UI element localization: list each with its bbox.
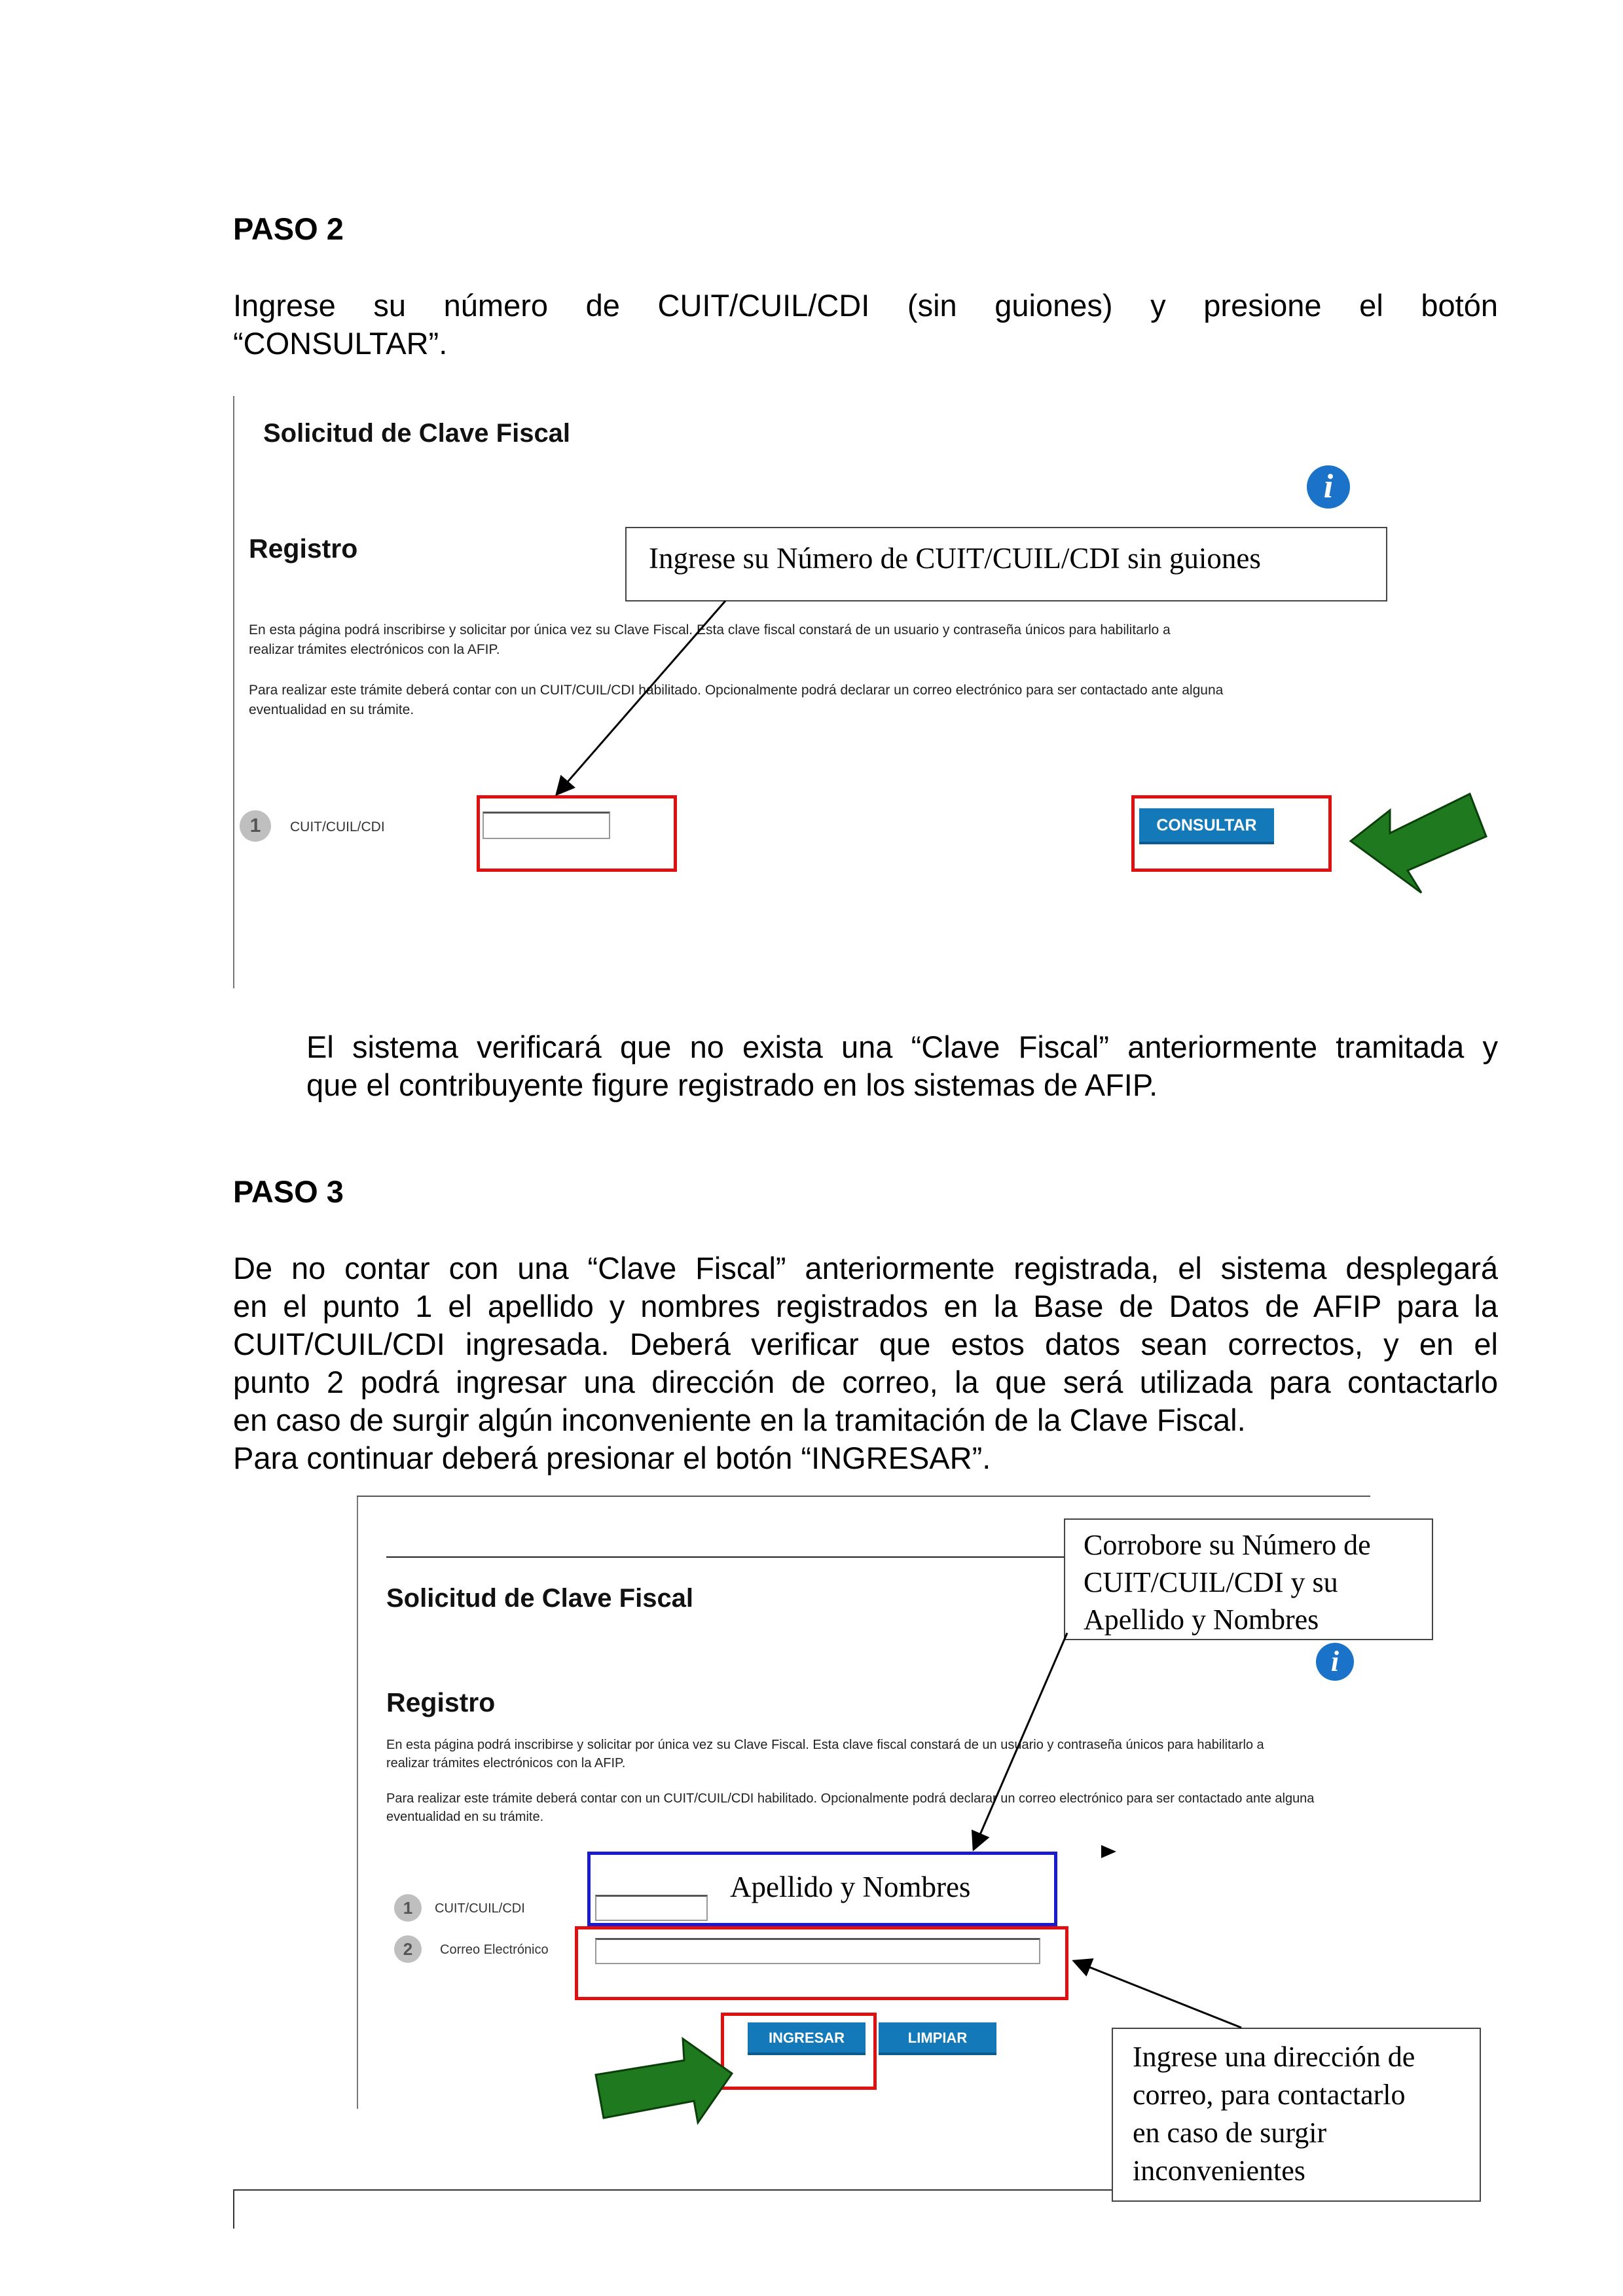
step-number-1b: 1 <box>394 1894 422 1922</box>
cuit-label: CUIT/CUIL/CDI <box>290 819 385 834</box>
callout-correo-line3: en caso de surgir <box>1133 2117 1327 2149</box>
form2-requirement-line1: Para realizar este trámite deberá contar con un CUIT/CUIL/CDI habilitado. Opcionalmente podrá declarar un correo electrónico para ser contactado ante alguna <box>386 1791 1315 1806</box>
verification-line1: El sistema verificará que no exista una “Clave Fiscal” anteriormente tramitada y <box>306 1030 1498 1064</box>
form2-requirement-line2: eventualidad en su trámite. <box>386 1810 544 1824</box>
info-icon[interactable]: i <box>1307 465 1350 509</box>
step3-paragraph-line4: punto 2 podrá ingresar una dirección de correo, la que será utilizada para contactarlo <box>233 1365 1498 1399</box>
pointer-to-cuit-input <box>556 601 725 795</box>
step2-instruction-line1: Ingrese su número de CUIT/CUIL/CDI (sin guiones) y presione el botón <box>233 288 1498 323</box>
step3-paragraph-line1: De no contar con una “Clave Fiscal” anteriormente registrada, el sistema desplegará <box>233 1251 1498 1285</box>
consultar-button[interactable]: CONSULTAR <box>1139 808 1274 844</box>
form1-title: Solicitud de Clave Fiscal <box>263 419 571 448</box>
green-arrow-ingresar <box>596 2039 732 2123</box>
step-number-2: 2 <box>394 1935 422 1963</box>
form2-description-line2: realizar trámites electrónicos con la AFIP. <box>386 1756 626 1770</box>
step3-continue-line: Para continuar deberá presionar el botón “INGRESAR”. <box>233 1441 991 1475</box>
email-label: Correo Electrónico <box>440 1943 549 1957</box>
cuit-label-2: CUIT/CUIL/CDI <box>435 1901 525 1916</box>
form2-description-line1: En esta página podrá inscribirse y solicitar por única vez su Clave Fiscal. Esta clave fiscal constará de un usuario y contraseña únicos para habilitarlo a <box>386 1738 1264 1752</box>
form2-subtitle: Registro <box>386 1687 496 1717</box>
step2-instruction-line2: “CONSULTAR”. <box>233 326 448 361</box>
callout-corrobore-line1: Corrobore su Número de <box>1084 1529 1371 1561</box>
small-triangle-marker <box>1101 1845 1116 1858</box>
green-arrow-consultar <box>1351 794 1486 893</box>
step3-paragraph-line2: en el punto 1 el apellido y nombres registrados en la Base de Datos de AFIP para la <box>233 1289 1498 1323</box>
callout-corrobore-line2: CUIT/CUIL/CDI y su <box>1084 1566 1338 1598</box>
verification-line2: que el contribuyente figure registrado en los sistemas de AFIP. <box>306 1067 1158 1102</box>
form1-requirement-line1: Para realizar este trámite deberá contar con un CUIT/CUIL/CDI habilitado. Opcionalmente podrá declarar un correo electrónico para ser contactado ante alguna <box>249 683 1224 698</box>
ingresar-button[interactable]: INGRESAR <box>748 2022 866 2055</box>
callout-correo-line2: correo, para contactarlo <box>1133 2079 1406 2111</box>
step-number-1: 1 <box>240 810 271 842</box>
form2-title: Solicitud de Clave Fiscal <box>386 1584 694 1613</box>
pointer-to-name-box <box>974 1633 1067 1850</box>
pointer-to-email-input <box>1074 1961 1241 2028</box>
form1-description-line1: En esta página podrá inscribirse y solicitar por única vez su Clave Fiscal. Esta clave fiscal constará de un usuario y contraseña únicos para habilitarlo a <box>249 622 1171 637</box>
step2-heading: PASO 2 <box>233 211 344 246</box>
step3-paragraph-line5: en caso de surgir algún inconveniente en la tramitación de la Clave Fiscal. <box>233 1403 1246 1437</box>
form1-description-line2: realizar trámites electrónicos con la AFIP. <box>249 642 500 657</box>
callout-corrobore-line3: Apellido y Nombres <box>1084 1604 1319 1636</box>
limpiar-button[interactable]: LIMPIAR <box>879 2022 996 2055</box>
callout-ingrese-cuit: Ingrese su Número de CUIT/CUIL/CDI sin guiones <box>625 527 1387 601</box>
callout-correo-line1: Ingrese una dirección de <box>1133 2041 1415 2073</box>
step3-paragraph-line3: CUIT/CUIL/CDI ingresada. Deberá verificar que estos datos sean correctos, y en el <box>233 1327 1498 1361</box>
form1-subtitle: Registro <box>249 533 358 564</box>
callout-correo-line4: inconvenientes <box>1133 2155 1305 2187</box>
info-icon-2[interactable]: i <box>1316 1643 1354 1681</box>
apellido-nombres-label: Apellido y Nombres <box>730 1871 971 1903</box>
form1-requirement-line2: eventualidad en su trámite. <box>249 702 414 717</box>
step3-heading: PASO 3 <box>233 1174 344 1209</box>
